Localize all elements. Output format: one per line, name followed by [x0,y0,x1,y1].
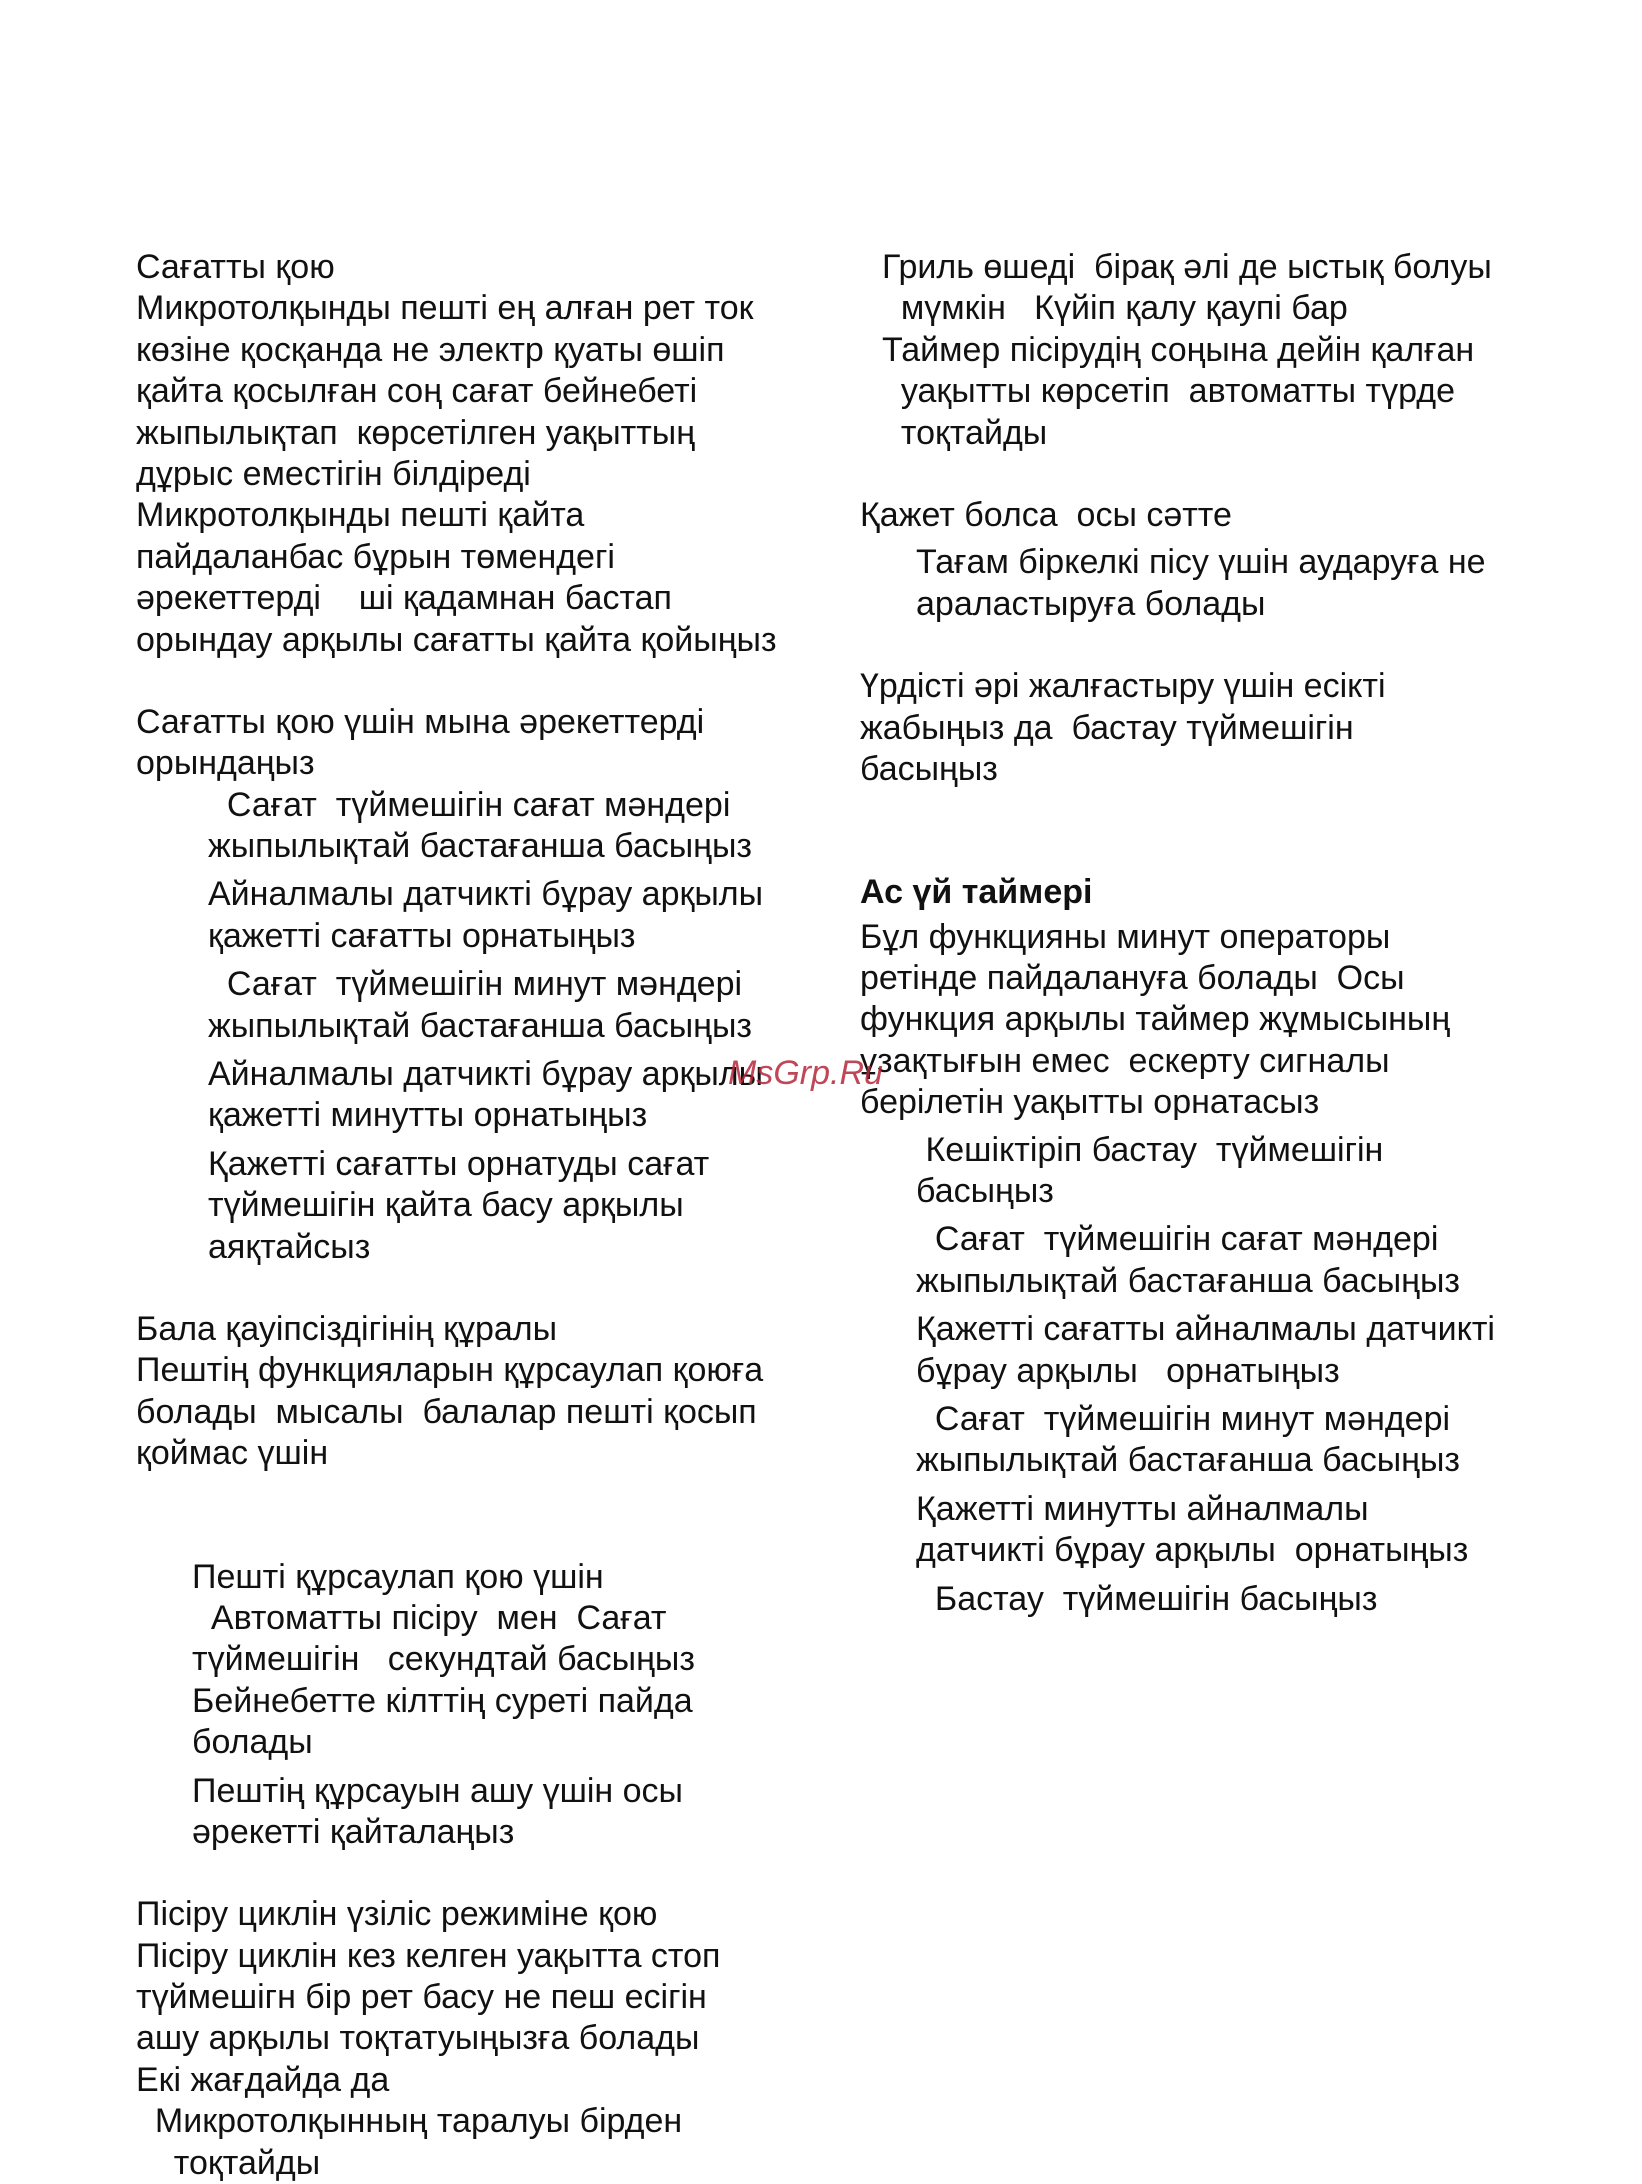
step-item [860,1399,1580,1482]
text-line: пайдаланбас бұрын төмендегі [136,537,615,576]
text-line: Микротолқынның таралуы бірден [136,2102,683,2141]
watermark-text: MsGrp.Ru [728,1054,883,1092]
text-line: Пісіру циклін кез келген уақытта стоп [136,1936,721,1975]
text-line: жабыңыз да бастау түймешігін [860,708,1354,747]
text-line: Екі жағдайда да [136,2060,390,2099]
step-line: Сағат түймешігін минут мәндері [208,965,743,1004]
step-line: Бейнебетте кілттің суреті пайда [192,1681,693,1720]
step-item [860,1309,1580,1392]
step-line: қажетті сағатты орнатыңыз [208,916,636,955]
section-title-kitchen-timer: Ас үй таймері [860,873,1093,912]
step-line: жыпылықтай бастағанша басыңыз [916,1441,1460,1480]
step-line: Айналмалы датчикті бұрау арқылы [208,1055,764,1094]
step-line: басыңыз [916,1172,1054,1211]
clock-steps-intro [136,702,836,785]
text-line: көзіне қосқанда не электр қуаты өшіп [136,330,725,369]
text-line: болады мысалы балалар пешті қосып [136,1392,757,1431]
text-line: әрекеттерді ші қадамнан бастап [136,579,672,618]
step-line: аяқтайсыз [208,1227,371,1266]
text-line: ашу арқылы тоқтатуыңызға болады [136,2019,700,2058]
section-title-child-lock: Бала қауіпсіздігінің құралы [136,1309,558,1348]
step-line: Қажетті сағатты айналмалы датчикті [916,1310,1495,1349]
step-line: жыпылықтай бастағанша басыңыз [208,1006,752,1045]
text-line: орындаңыз [136,744,315,783]
step-line: Сағат түймешігін сағат мәндері [208,785,731,824]
text-line: берілетін уақытты орнатасыз [860,1083,1320,1122]
top-bullets [860,247,1580,454]
step-line: түймешігін секундтай басыңыз [192,1640,695,1679]
step-line: Сағат түймешігін сағат мәндері [916,1220,1439,1259]
section-title-pause: Пісіру циклін үзіліс режиміне қою [136,1895,658,1934]
text-line: түймешігн бір рет басу не пеш есігін [136,1978,707,2017]
text-line: араластыруға болады [916,584,1266,623]
step-item [136,1771,836,1854]
step-line: әрекетті қайталаңыз [192,1812,515,1851]
section-title-clock: Сағатты қою [136,248,335,286]
step-line: жыпылықтай бастағанша басыңыз [208,827,752,866]
step-item [136,1557,836,1764]
step-line: жыпылықтай бастағанша басыңыз [916,1261,1460,1300]
step-line: Бастау түймешігін басыңыз [916,1579,1378,1618]
clock-paragraph [136,288,836,661]
pause-paragraph [136,1936,836,2102]
step-item [136,785,836,868]
text-line: орындау арқылы сағатты қайта қойыңыз [136,620,777,659]
text-line: Микротолқынды пешті ең алған рет ток [136,289,754,328]
right-column [860,247,1580,1620]
step-item [860,247,1580,330]
step-line: болады [192,1723,313,1762]
step-item [860,1489,1580,1572]
clock-steps [136,785,836,1268]
if-needed-bullet [860,542,1580,625]
step-item [136,1144,836,1268]
pause-bullet [136,2101,836,2184]
child-lock-steps [136,1557,836,1854]
text-line: басыңыз [860,749,998,788]
step-line: датчикті бұрау арқылы орнатыңыз [916,1531,1469,1570]
text-line: жыпылықтап көрсетілген уақыттың [136,413,696,452]
kitchen-timer-steps [860,1130,1580,1620]
step-item [860,1130,1580,1213]
text-line: Тағам біркелкі пісу үшін аударуға не [916,543,1486,582]
text-line: Бұл функцияны минут операторы [860,917,1391,956]
step-line: қажетті минутты орнатыңыз [208,1096,648,1135]
text-line: функция арқылы таймер жұмысының [860,1000,1451,1039]
step-item [136,874,836,957]
step-line: мүмкін Күйіп қалу қаупі бар [882,289,1348,328]
text-line: қайта қосылған соң сағат бейнебеті [136,372,698,411]
step-line: Айналмалы датчикті бұрау арқылы [208,875,764,914]
text-line: Сағатты қою үшін мына әрекеттерді [136,702,705,741]
text-line: Үрдісті әрі жалғастыру үшін есікті [860,667,1386,706]
step-line: Автоматты пісіру мен Сағат [192,1598,667,1637]
step-item [860,330,1580,454]
step-line: Қажетті минутты айналмалы [916,1489,1369,1528]
step-line: түймешігін қайта басу арқылы [208,1186,684,1225]
step-item [860,1219,1580,1302]
step-line: Кешіктіріп бастау түймешігін [916,1130,1384,1169]
text-line: Микротолқынды пешті қайта [136,496,585,535]
left-column [136,247,836,2184]
step-line: Гриль өшеді бірақ әлі де ыстық болуы [882,248,1492,286]
child-lock-paragraph [136,1350,836,1474]
step-line: Қажетті сағатты орнатуды сағат [208,1144,710,1183]
kitchen-timer-paragraph [860,917,1580,1124]
text-line: қоймас үшін [136,1434,329,1473]
step-line: уақытты көрсетіп автоматты түрде [882,372,1456,411]
step-line: бұрау арқылы орнатыңыз [916,1351,1340,1390]
section-title-if-needed: Қажет болса осы сәтте [860,495,1232,534]
step-line: Таймер пісірудің соңына дейін қалған [882,330,1475,369]
text-line: ретінде пайдалануға болады Осы [860,959,1405,998]
step-item [136,964,836,1047]
text-line: Пештің функцияларын құрсаулап қоюға [136,1351,764,1390]
step-line: Пешті құрсаулап қою үшін [192,1557,604,1596]
text-line: дұрыс еместігін білдіреді [136,454,531,493]
step-line: тоқтайды [882,413,1048,452]
continue-paragraph [860,666,1580,790]
text-line: ұзақтығын емес ескерту сигналы [860,1041,1390,1080]
step-line: Пештің құрсауын ашу үшін осы [192,1771,683,1810]
text-line: тоқтайды [136,2143,321,2182]
step-line: Сағат түймешігін минут мәндері [916,1399,1451,1438]
step-item [860,1579,1580,1620]
